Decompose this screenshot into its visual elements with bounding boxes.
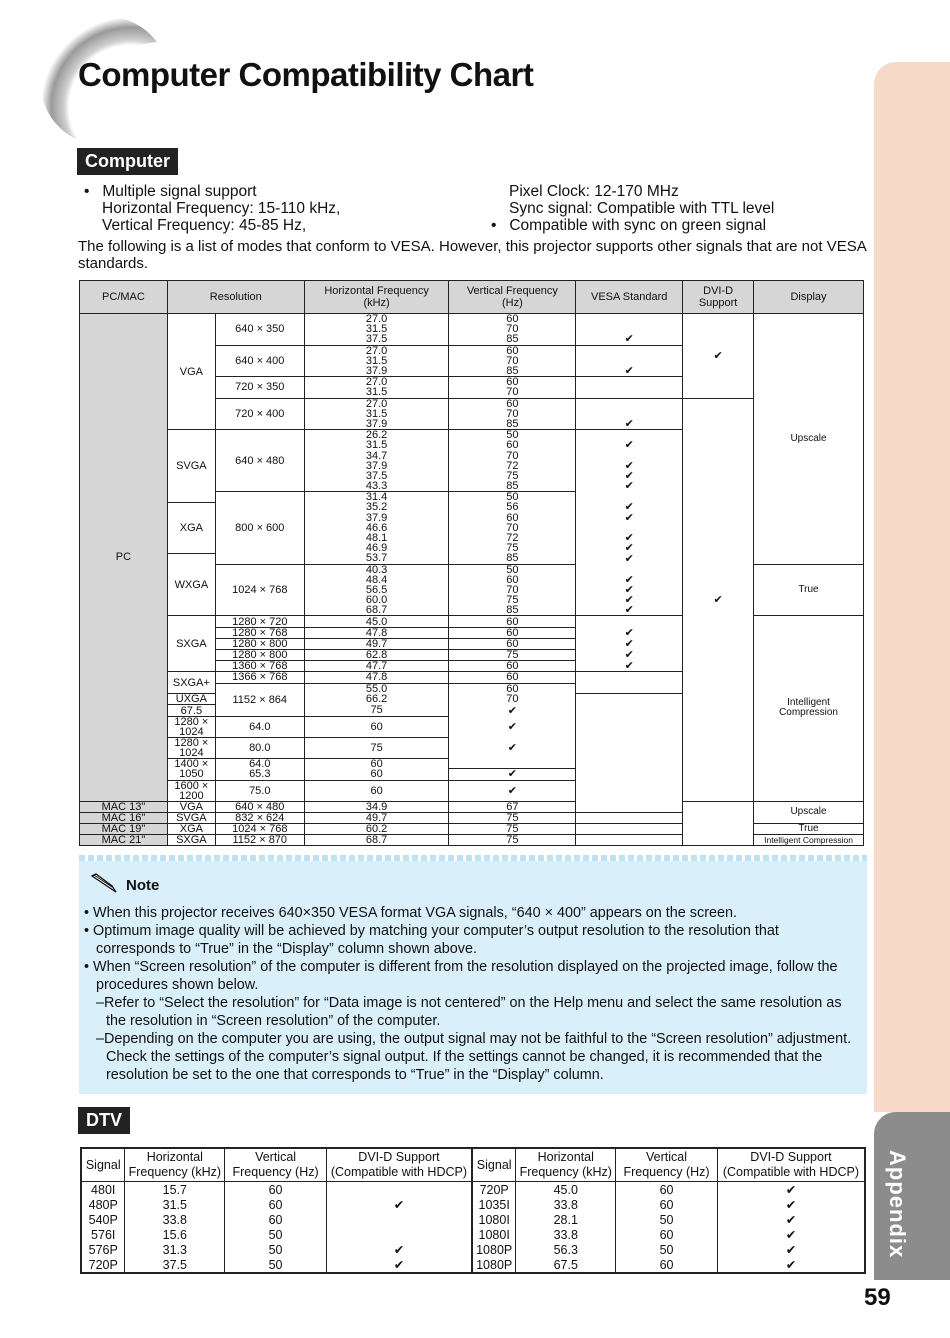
resolution: 1280 × 768 (215, 627, 304, 638)
dtv-header-vertical: Vertical Frequency (Hz) (225, 1148, 327, 1182)
display-mode: Intelligent Compression (754, 835, 864, 846)
vesa-standard-cell (576, 694, 683, 705)
vertical-frequency: 60 (449, 638, 576, 649)
dtv-dvi-support: ✔ (717, 1227, 865, 1242)
vertical-frequency: 85 (449, 553, 576, 564)
dtv-vertical-frequency: 60 (616, 1182, 718, 1198)
dtv-horizontal-frequency: 33.8 (125, 1212, 225, 1227)
header-resolution: Resolution (167, 281, 304, 314)
pencil-icon (88, 872, 122, 898)
spec-item: • Compatible with sync on green signal (491, 217, 767, 234)
spec-item: Sync signal: Compatible with TTL level (509, 200, 775, 217)
dtv-vertical-frequency: 60 (616, 1257, 718, 1273)
signal-class: SXGA (167, 835, 215, 846)
note-item: • When “Screen resolution” of the computer is different from the resolution displayed on the projected image, follow the procedures shown below. (84, 959, 838, 993)
vesa-standard-cell: ✔ (449, 737, 576, 758)
vesa-standard-cell (576, 616, 683, 627)
dtv-vertical-frequency: 50 (225, 1227, 327, 1242)
resolution: 832 × 624 (215, 812, 304, 823)
horizontal-frequency: 46.9 (304, 543, 449, 553)
dtv-vertical-frequency: 60 (225, 1212, 327, 1227)
vesa-standard-cell (576, 801, 683, 812)
pc-label: PC (80, 314, 168, 802)
dtv-dvi-support: ✔ (717, 1182, 865, 1198)
vertical-frequency: 60 (449, 377, 576, 388)
page-title: Computer Compatibility Chart (78, 56, 534, 93)
dtv-signal: 1080I (472, 1212, 516, 1227)
note-title: Note (126, 876, 160, 894)
table-row (81, 1212, 865, 1227)
vertical-frequency: 60 (449, 398, 576, 409)
vertical-frequency: 70 (449, 450, 576, 460)
vertical-frequency: 70 (449, 585, 576, 595)
dtv-horizontal-frequency: 31.3 (125, 1242, 225, 1257)
dtv-dvi-support (326, 1227, 472, 1242)
horizontal-frequency: 34.9 (304, 801, 449, 812)
computer-compatibility-table (79, 280, 864, 846)
display-mode: Upscale (754, 314, 864, 565)
horizontal-frequency: 27.0 (304, 398, 449, 409)
vesa-standard-cell (576, 314, 683, 325)
vertical-frequency: 60 (449, 661, 576, 672)
dtv-vertical-frequency: 50 (616, 1212, 718, 1227)
horizontal-frequency: 64.0 (215, 716, 304, 737)
dtv-vertical-frequency: 50 (225, 1257, 327, 1273)
horizontal-frequency: 27.0 (304, 345, 449, 356)
vertical-frequency: 50 (449, 492, 576, 503)
vertical-frequency: 60 (449, 513, 576, 523)
header-vesa-standard: VESA Standard (576, 281, 683, 314)
dtv-vertical-frequency: 50 (225, 1242, 327, 1257)
vesa-standard-cell (576, 835, 683, 846)
dtv-signal: 576P (81, 1242, 125, 1257)
dtv-vertical-frequency: 60 (225, 1182, 327, 1198)
vertical-frequency: 75 (449, 543, 576, 553)
spec-item: Horizontal Frequency: 15-110 kHz, (102, 200, 341, 217)
vertical-frequency: 75 (449, 595, 576, 605)
horizontal-frequency: 62.8 (304, 650, 449, 661)
table-row (81, 1242, 865, 1257)
table-row (81, 1227, 865, 1242)
horizontal-frequency: 48.1 (304, 533, 449, 543)
dtv-signal: 1035I (472, 1197, 516, 1212)
resolution: 1360 × 768 (215, 661, 304, 672)
computer-section-label: Computer (77, 148, 178, 175)
vertical-frequency: 50 (449, 430, 576, 441)
dtv-signal: 1080I (472, 1227, 516, 1242)
vesa-standard-cell: ✔ (576, 638, 683, 649)
vertical-frequency: 60 (449, 616, 576, 627)
dtv-horizontal-frequency: 31.5 (125, 1197, 225, 1212)
spec-text: Compatible with sync on green signal (509, 217, 767, 234)
resolution: 640 × 400 (215, 345, 304, 377)
vesa-standard-cell: ✔ (576, 366, 683, 377)
dtv-horizontal-frequency: 45.0 (516, 1182, 616, 1198)
note-heading (88, 872, 159, 898)
horizontal-frequency: 27.0 (304, 377, 449, 388)
dtv-vertical-frequency: 60 (616, 1197, 718, 1212)
mac-label: MAC 21" (80, 835, 168, 846)
vertical-frequency: 60 (449, 440, 576, 450)
dvi-d-support-cell (683, 801, 754, 846)
horizontal-frequency: 31.5 (304, 324, 449, 334)
dtv-header-dvi: DVI-D Support (Compatible with HDCP) (326, 1148, 472, 1182)
resolution: 1280 × 800 (215, 650, 304, 661)
horizontal-frequency: 43.3 (304, 481, 449, 492)
vertical-frequency: 70 (449, 324, 576, 334)
vesa-standard-cell: ✔ (576, 543, 683, 553)
dtv-signal: 720P (81, 1257, 125, 1273)
vesa-standard-cell (576, 672, 683, 683)
display-mode: True (754, 564, 864, 616)
horizontal-frequency: 31.5 (304, 409, 449, 419)
note-item-text: When this projector receives 640×350 VESA format VGA signals, “640 × 400” appears on the screen. (93, 905, 737, 921)
mac-label: MAC 13" (80, 801, 168, 812)
left-spec-list (84, 183, 340, 234)
horizontal-frequency: 37.9 (304, 461, 449, 471)
horizontal-frequency: 68.7 (304, 605, 449, 616)
vesa-standard-cell (576, 812, 683, 823)
horizontal-frequency: 67.5 (167, 705, 215, 716)
vertical-frequency: 60 (304, 780, 449, 801)
horizontal-frequency: 26.2 (304, 430, 449, 441)
table-row (81, 1257, 865, 1273)
horizontal-frequency: 45.0 (304, 616, 449, 627)
vertical-frequency: 60 (449, 672, 576, 683)
horizontal-frequency: 60.0 (304, 595, 449, 605)
horizontal-frequency: 31.5 (304, 440, 449, 450)
vesa-standard-cell: ✔ (576, 513, 683, 523)
signal-class: SVGA (167, 430, 215, 503)
header-vertical-frequency: Vertical Frequency (Hz) (449, 281, 576, 314)
dtv-horizontal-frequency: 33.8 (516, 1197, 616, 1212)
note-subitem: –Refer to “Select the resolution” for “Data image is not centered” on the Help menu and select the same resolution as the resolution in “Screen resolution” of the computer. (96, 995, 842, 1029)
vesa-standard-cell: ✔ (576, 585, 683, 595)
resolution: 1280 × 1024 (167, 737, 215, 758)
dtv-vertical-frequency: 60 (616, 1227, 718, 1242)
dtv-dvi-support (326, 1182, 472, 1198)
horizontal-frequency: 40.3 (304, 564, 449, 575)
dtv-signal: 1080P (472, 1242, 516, 1257)
vesa-standard-cell: ✔ (576, 605, 683, 616)
horizontal-frequency: 27.0 (304, 314, 449, 325)
vertical-frequency: 72 (449, 533, 576, 543)
note-list (84, 904, 859, 1084)
resolution: 640 × 480 (215, 430, 304, 492)
horizontal-frequency: 64.0 (215, 758, 304, 769)
table-row (80, 801, 864, 812)
signal-class: SXGA (167, 616, 215, 672)
vesa-standard-cell: ✔ (576, 419, 683, 430)
dtv-dvi-support: ✔ (326, 1197, 472, 1212)
vesa-standard-cell: ✔ (576, 553, 683, 564)
vertical-frequency: 60 (304, 716, 449, 737)
horizontal-frequency: 31.5 (304, 356, 449, 366)
dtv-signal: 720P (472, 1182, 516, 1198)
resolution: 1366 × 768 (215, 672, 304, 683)
vesa-standard-cell: ✔ (576, 650, 683, 661)
signal-class: SVGA (167, 812, 215, 823)
signal-class: SXGA+ (167, 672, 215, 694)
dtv-dvi-support: ✔ (717, 1242, 865, 1257)
vesa-standard-cell (449, 758, 576, 769)
horizontal-frequency: 55.0 (304, 683, 449, 694)
horizontal-frequency: 48.4 (304, 575, 449, 585)
dtv-header-signal: Signal (472, 1148, 516, 1182)
vertical-frequency: 85 (449, 366, 576, 377)
side-tab-background (874, 62, 950, 1112)
dtv-horizontal-frequency: 15.6 (125, 1227, 225, 1242)
horizontal-frequency: 49.7 (304, 812, 449, 823)
dvi-d-support-cell: ✔ (683, 314, 754, 399)
signal-class: VGA (167, 801, 215, 812)
vertical-frequency: 75 (449, 812, 576, 823)
dtv-horizontal-frequency: 28.1 (516, 1212, 616, 1227)
vesa-standard-cell: ✔ (576, 461, 683, 471)
right-spec-list (491, 183, 774, 234)
resolution: 1024 × 768 (215, 823, 304, 834)
dtv-signal: 480I (81, 1182, 125, 1198)
dtv-horizontal-frequency: 67.5 (516, 1257, 616, 1273)
spec-item: Vertical Frequency: 45-85 Hz, (102, 217, 307, 234)
vertical-frequency: 75 (449, 835, 576, 846)
display-mode: Upscale (754, 801, 864, 823)
dtv-dvi-support: ✔ (326, 1257, 472, 1273)
horizontal-frequency: 65.3 (215, 769, 304, 780)
vesa-standard-cell: ✔ (576, 334, 683, 345)
dtv-dvi-support: ✔ (717, 1212, 865, 1227)
signal-class: UXGA (167, 694, 215, 705)
table-row (80, 314, 864, 325)
vesa-standard-cell: ✔ (449, 705, 576, 716)
vesa-standard-cell (576, 345, 683, 356)
dtv-vertical-frequency: 60 (225, 1197, 327, 1212)
vesa-standard-cell (576, 823, 683, 834)
vesa-standard-cell: ✔ (576, 533, 683, 543)
dtv-signal: 1080P (472, 1257, 516, 1273)
horizontal-frequency: 31.4 (304, 492, 449, 503)
signal-class: XGA (167, 823, 215, 834)
intro-paragraph: The following is a list of modes that conform to VESA. However, this projector supports other signals that are not VESA standards. (78, 238, 866, 272)
dtv-dvi-support (326, 1212, 472, 1227)
horizontal-frequency: 37.9 (304, 419, 449, 430)
dtv-header-vertical: Vertical Frequency (Hz) (616, 1148, 718, 1182)
horizontal-frequency: 53.7 (304, 553, 449, 564)
vertical-frequency: 60 (449, 314, 576, 325)
horizontal-frequency: 34.7 (304, 450, 449, 460)
horizontal-frequency: 60.2 (304, 823, 449, 834)
spec-text: Multiple signal support (102, 183, 257, 200)
spec-item: • Multiple signal support (84, 183, 257, 200)
dtv-horizontal-frequency: 15.7 (125, 1182, 225, 1198)
dtv-horizontal-frequency: 37.5 (125, 1257, 225, 1273)
vertical-frequency: 85 (449, 605, 576, 616)
vertical-frequency: 70 (449, 387, 576, 398)
vertical-frequency: 60 (449, 345, 576, 356)
dtv-horizontal-frequency: 33.8 (516, 1227, 616, 1242)
horizontal-frequency: 56.5 (304, 585, 449, 595)
vesa-standard-cell: ✔ (449, 716, 576, 737)
table-row (81, 1197, 865, 1212)
dtv-dvi-support: ✔ (326, 1242, 472, 1257)
dtv-section-label: DTV (78, 1107, 130, 1134)
dtv-signal: 480P (81, 1197, 125, 1212)
vesa-standard-cell: ✔ (449, 769, 576, 780)
note-item: • When this projector receives 640×350 VESA format VGA signals, “640 × 400” appears on the screen. (84, 905, 737, 921)
header-display: Display (754, 281, 864, 314)
resolution: 640 × 350 (215, 314, 304, 346)
display-mode: Intelligent Compression (754, 616, 864, 801)
vertical-frequency: 85 (449, 481, 576, 492)
note-subitem: –Depending on the computer you are using, the output signal may not be faithful to the “Screen resolution” adjustment. Check the settings of the computer’s signal output. If the settings cannot be changed, it is recommended that the resolution be set to the one that corresponds to “True” in the “Display” column. (96, 1031, 852, 1083)
resolution: 1152 × 864 (215, 683, 304, 716)
vertical-frequency: 75 (304, 705, 449, 716)
vesa-standard-cell (576, 377, 683, 388)
vertical-frequency: 50 (449, 564, 576, 575)
vertical-frequency: 75 (304, 737, 449, 758)
signal-class: VGA (167, 314, 215, 430)
vertical-frequency: 56 (449, 502, 576, 512)
horizontal-frequency: 46.6 (304, 523, 449, 533)
spec-item: Pixel Clock: 12-170 MHz (509, 183, 679, 200)
note-item-text: Optimum image quality will be achieved by matching your computer’s output resolution to the resolution that corresponds to “True” in the “Display” column shown above. (93, 923, 779, 957)
vertical-frequency: 72 (449, 461, 576, 471)
vesa-standard-cell: ✔ (576, 575, 683, 585)
signal-class: WXGA (167, 553, 215, 616)
vesa-standard-cell (576, 387, 683, 398)
horizontal-frequency: 49.7 (304, 638, 449, 649)
vertical-frequency: 60 (449, 683, 576, 694)
vesa-standard-cell: ✔ (576, 595, 683, 605)
dtv-header-dvi: DVI-D Support (Compatible with HDCP) (717, 1148, 865, 1182)
resolution: 1400 × 1050 (167, 758, 215, 780)
horizontal-frequency: 75.0 (215, 780, 304, 801)
vertical-frequency: 60 (304, 769, 449, 780)
vertical-frequency: 85 (449, 334, 576, 345)
resolution: 1024 × 768 (215, 564, 304, 616)
vertical-frequency: 70 (449, 523, 576, 533)
dtv-header-horizontal: Horizontal Frequency (kHz) (516, 1148, 616, 1182)
horizontal-frequency: 47.8 (304, 672, 449, 683)
horizontal-frequency: 31.5 (304, 387, 449, 398)
dtv-dvi-support: ✔ (717, 1197, 865, 1212)
resolution: 640 × 480 (215, 801, 304, 812)
dtv-header-horizontal: Horizontal Frequency (kHz) (125, 1148, 225, 1182)
horizontal-frequency: 35.2 (304, 502, 449, 512)
dtv-signal: 540P (81, 1212, 125, 1227)
horizontal-frequency: 47.7 (304, 661, 449, 672)
horizontal-frequency: 37.5 (304, 334, 449, 345)
page-number: 59 (864, 1284, 891, 1311)
vertical-frequency: 60 (304, 758, 449, 769)
vertical-frequency: 67 (449, 801, 576, 812)
horizontal-frequency: 37.9 (304, 513, 449, 523)
vertical-frequency: 60 (449, 627, 576, 638)
vertical-frequency: 70 (449, 694, 576, 705)
header-dvi-d-support: DVI-D Support (683, 281, 754, 314)
resolution: 1152 × 870 (215, 835, 304, 846)
vertical-frequency: 70 (449, 409, 576, 419)
vesa-standard-cell: ✔ (576, 440, 683, 450)
table-row (81, 1182, 865, 1198)
horizontal-frequency: 37.5 (304, 471, 449, 481)
vesa-standard-cell: ✔ (576, 502, 683, 512)
vertical-frequency: 85 (449, 419, 576, 430)
horizontal-frequency: 68.7 (304, 835, 449, 846)
resolution: 720 × 350 (215, 377, 304, 398)
resolution: 1280 × 1024 (167, 716, 215, 737)
horizontal-frequency: 66.2 (304, 694, 449, 705)
horizontal-frequency: 47.8 (304, 627, 449, 638)
vertical-frequency: 70 (449, 356, 576, 366)
note-box-border (79, 855, 867, 861)
header-horizontal-frequency: Horizontal Frequency (kHz) (304, 281, 449, 314)
note-item: • Optimum image quality will be achieved by matching your computer’s output resolution to the resolution that corresponds to “True” in the “Display” column shown above. (84, 923, 779, 957)
resolution: 800 × 600 (215, 492, 304, 564)
vesa-standard-cell: ✔ (576, 627, 683, 638)
dvi-d-support-cell: ✔ (683, 398, 754, 801)
horizontal-frequency: 37.9 (304, 366, 449, 377)
dtv-dvi-support: ✔ (717, 1257, 865, 1273)
horizontal-frequency: 80.0 (215, 737, 304, 758)
vesa-standard-cell (576, 683, 683, 694)
dtv-horizontal-frequency: 56.3 (516, 1242, 616, 1257)
resolution: 1280 × 720 (215, 616, 304, 627)
vesa-standard-cell: ✔ (576, 661, 683, 672)
vesa-standard-cell: ✔ (576, 471, 683, 481)
mac-label: MAC 16" (80, 812, 168, 823)
dtv-vertical-frequency: 50 (616, 1242, 718, 1257)
signal-class: XGA (167, 502, 215, 553)
dtv-header-signal: Signal (81, 1148, 125, 1182)
resolution: 1600 × 1200 (167, 780, 215, 801)
note-item-text: When “Screen resolution” of the computer is different from the resolution displayed on the projected image, follow the procedures shown below. (93, 959, 838, 993)
display-mode: True (754, 823, 864, 834)
vertical-frequency: 60 (449, 575, 576, 585)
dtv-signal: 576I (81, 1227, 125, 1242)
header-pc-mac: PC/MAC (80, 281, 168, 314)
resolution: 720 × 400 (215, 398, 304, 430)
vertical-frequency: 75 (449, 471, 576, 481)
vesa-standard-cell (576, 398, 683, 409)
vertical-frequency: 75 (449, 823, 576, 834)
vesa-standard-cell: ✔ (576, 481, 683, 492)
vertical-frequency: 75 (449, 650, 576, 661)
dtv-compatibility-table (80, 1147, 866, 1274)
vesa-standard-cell: ✔ (449, 780, 576, 801)
appendix-side-tab-label: Appendix (885, 1150, 910, 1259)
mac-label: MAC 19" (80, 823, 168, 834)
resolution: 1280 × 800 (215, 638, 304, 649)
